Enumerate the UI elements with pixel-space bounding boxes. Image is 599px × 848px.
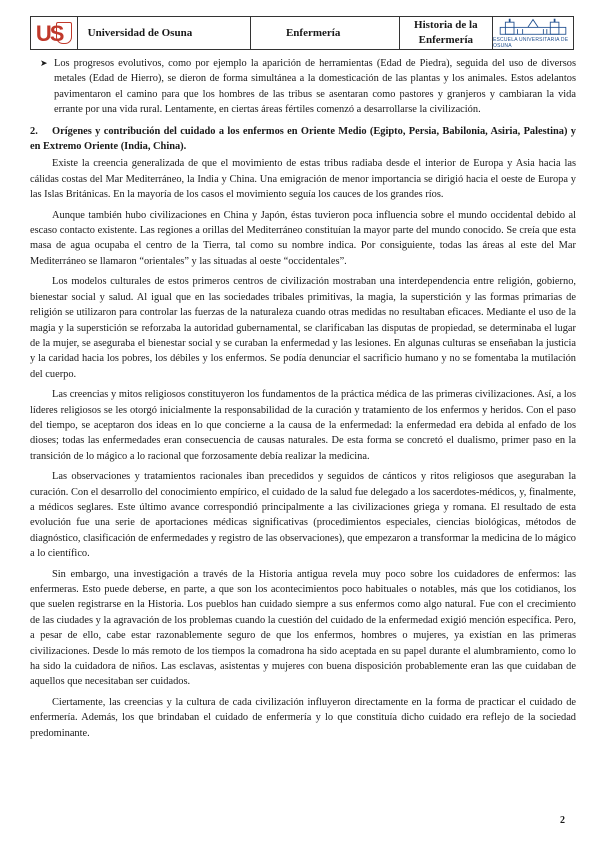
paragraph: Las creencias y mitos religiosos constituyeron los fundamentos de la práctica médica de las primeras civilizaciones. Así, a los líderes religiosos se les otorgó inicialmente la responsabilidad de la curación y tratamiento de los enfermos y heridos. Con el paso del tiempo, se aceptaron dos ideas en lo que concierne a la causa de la enfermedad: la enfermedad era debida al enfado de los dioses; todas las enfermedades eran consecuencia de causas naturales. De esta forma se concretó el dualismo, primer paso en la transición de lo mágico a lo racional que forzosamente debía realizar la medicina. [30, 389, 576, 462]
paragraph: Ciertamente, las creencias y la cultura de cada civilización influyeron directamente en la forma de practicar el cuidado de enfermería. Además, los que brindaban el cuidado de enfermería y lo que constituía dicho cuidado era reflejo de la sociedad predominante. [30, 696, 576, 739]
header-course-line2: Enfermería [418, 34, 474, 46]
university-logo-icon [36, 19, 72, 47]
intro-bullet [30, 56, 576, 118]
header-university: Universidad de Osuna [78, 17, 251, 49]
school-logo-caption: ESCUELA UNIVERSITARIA DE OSUNA [492, 37, 569, 49]
section-number: 2. [30, 125, 38, 137]
document-body [30, 56, 576, 746]
intro-paragraph-text: Los progresos evolutivos, como por ejemplo la aparición de herramientas (Edad de Piedra), seguida del uso de diversos metales (Edad de Hierro), se dieron de forma simultánea a la domesticación de las plantas y los animales. Estos adelantos pavimentaron el camino para que los hombres de las tribus se asentaran como pastores y granjeros y cambiaran la vida errante por una vida rural. Lentamente, en ciertas áreas fértiles comenzó a desarrollarse la civilización. [54, 58, 576, 116]
arrow-bullet-icon: ➤ [40, 58, 48, 68]
page-header [30, 16, 574, 50]
section-title: Orígenes y contribución del cuidado a los enfermos en Oriente Medio (Egipto, Persia, Babilonia, Asiria, Palestina) y en Extremo Oriente (India, China). [30, 125, 576, 153]
paragraph: Las observaciones y tratamientos racionales iban precedidos y seguidos de cánticos y ritos religiosos que aseguraban la curación. Con el desarrollo del conocimiento empírico, el cuidado de la salud fue delegado a los sacerdotes-médicos, y, finalmente, a médicos seglares. Este último avance correspondió principalmente a las civilizaciones griega y romana. El resultado de esta evolución fue una serie de aportaciones médicas significativas (procedimientos especiales, ciencias biológicas, métodos de diagnóstico, clasificación de enfermedades y registro de las observaciones), que empezaron a transformar la medicina de lo mágico a lo científico. [30, 471, 576, 560]
header-subject: Enfermería [251, 17, 400, 49]
paragraph: Aunque también hubo civilizaciones en China y Japón, éstas tuvieron poca influencia sobre el mundo occidental debido al escaso contacto existente. Las regiones a orillas del Mediterráneo constituían la mayor parte del mundo conocido. Se creía que esta masa de agua ocupaba el centro de la Tierra, tal como su nombre indica. Por consiguiente, todas las áreas al este del Mar Mediterráneo se llamaron “orientales” y las situadas al oeste “occidentales”. [30, 209, 576, 267]
header-logo-cell [31, 17, 78, 49]
crest-icon [56, 22, 72, 44]
header-course [400, 17, 493, 49]
header-school-logo-cell [493, 17, 573, 49]
section-heading [30, 124, 576, 155]
header-course-line1: Historia de la [414, 19, 478, 31]
paragraph: Sin embargo, una investigación a través de la Historia antigua revela muy poco sobre los cuidadores de enfermos: las enfermeras. Esto puede deberse, en parte, a que son los acontecimientos poco habituales o notables, más que los cotidianos, los que suelen registrarse en la Historia. Los pueblos han cuidado siempre a sus enfermos como algo natural. Fue con el crecimiento de las ciudades y la agravación de los problemas cuando la cuestión del cuidado de la enfermedad exigió mención específica. Pero, a pesar de ello, cabe estar razonablemente seguro de que los enfermos, hombres o mujeres, ya existían en las primeras civilizaciones. Desde lo más remoto de los tiempos la comadrona ha sido aceptada en su papel durante el alumbramiento, como lo ha sido la cuidadora de niños. Las esclavas, asistentas y mujeres con buena disposición probablemente eran las que cuidaban de aquellos que necesitaban ser cuidados. [30, 568, 576, 688]
page-number: 2 [560, 815, 565, 826]
logo-letters: US [35, 21, 63, 46]
paragraph: Existe la creencia generalizada de que el movimiento de estas tribus radiaba desde el interior de Europa y Asia hacia las cálidas costas del Mar Mediterráneo, la India y China. Una emigración de menor importancia se dirigió hacia el oeste de Europa y las Islas Británicas. En la mayoría de los casos el movimiento seguía los cauces de los grandes ríos. [30, 158, 576, 201]
school-building-icon [493, 17, 573, 36]
paragraph: Los modelos culturales de estos primeros centros de civilización mostraban una interdependencia entre religión, gobierno, bienestar social y salud. Al igual que en las sociedades tribales primitivas, la magia, la superstición y las formas primarias de religión se utilizaron para controlar las fuerzas de la naturaleza cuando otras medidas no resultaban eficaces. Mediante el uso de la magia y la superstición se reforzaba la autoridad gubernamental, se clarificaban las disputas de propiedad, se determinaba el lugar de la mujer, se aseguraba el bienestar social y se curaban la enfermedad y las lesiones. En algunas culturas se enseñaban la justicia y la caridad hacia los pobres, los débiles y los enfermos. Se podía denunciar el sacrificio humano y no se fomentaba la mutilación del cuerpo. [30, 276, 576, 380]
